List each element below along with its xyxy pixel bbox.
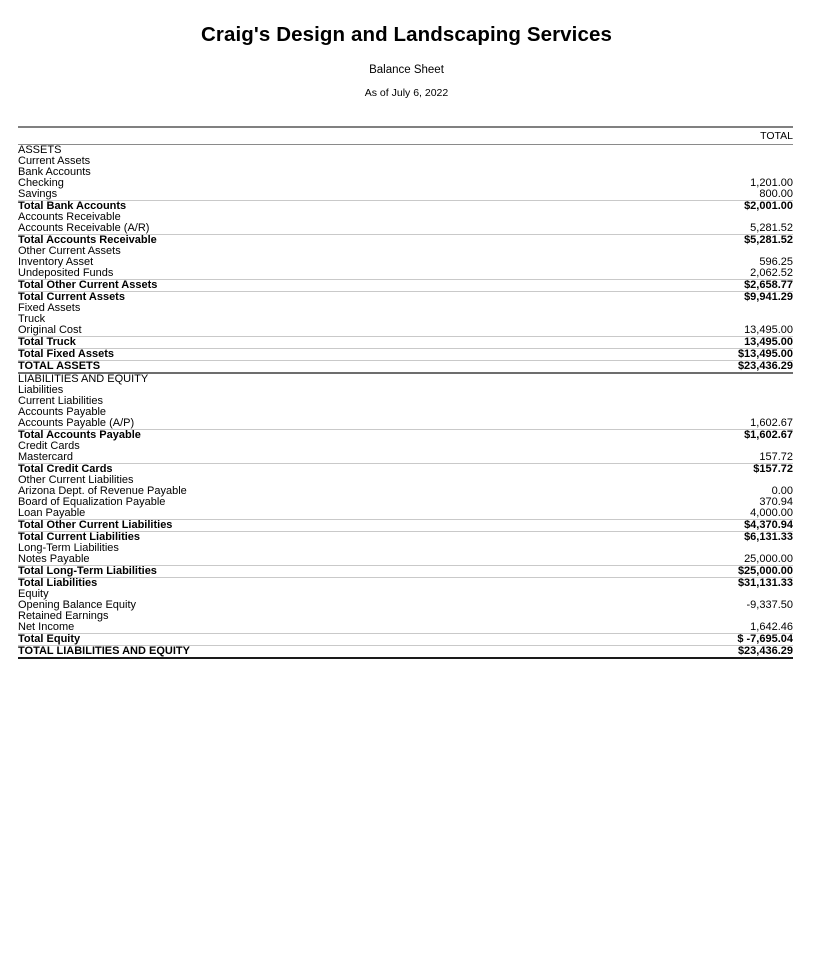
header-blank-cell	[18, 127, 613, 145]
row-value: 4,000.00	[750, 507, 793, 520]
table-row	[18, 156, 793, 167]
row-value: 5,281.52	[750, 222, 793, 235]
row-value	[613, 396, 793, 407]
table-row	[18, 223, 793, 235]
row-label: Retained Earnings	[18, 610, 109, 623]
table-row	[18, 508, 793, 520]
table-row	[18, 246, 793, 257]
row-value: 1,602.67	[750, 417, 793, 430]
row-label: Total Accounts Receivable	[18, 235, 613, 247]
row-label: Bank Accounts	[18, 166, 91, 179]
report-period: As of July 6, 2022	[364, 87, 449, 100]
row-value	[613, 156, 793, 167]
row-label: Total Truck	[18, 337, 613, 349]
table-row	[18, 497, 793, 508]
row-value: 370.94	[759, 496, 793, 509]
table-row	[18, 361, 793, 374]
table-row	[18, 441, 793, 452]
row-value: 800.00	[759, 188, 793, 201]
row-label: TOTAL ASSETS	[18, 361, 613, 374]
row-label: Credit Cards	[18, 440, 80, 453]
row-label: Notes Payable	[18, 553, 90, 566]
table-row	[18, 385, 793, 396]
balance-sheet-table-wrap	[18, 100, 793, 660]
row-label: Total Accounts Payable	[18, 430, 613, 442]
row-value: 157.72	[759, 451, 793, 464]
table-row	[18, 145, 793, 157]
row-value	[613, 145, 793, 157]
table-row	[18, 235, 793, 247]
row-label: Equity	[18, 588, 49, 601]
row-label: Board of Equalization Payable	[18, 496, 166, 509]
header-total-cell: TOTAL	[760, 129, 793, 142]
row-value: $9,941.29	[613, 292, 793, 304]
table-row	[18, 178, 793, 189]
table-row	[18, 407, 793, 418]
row-value: $2,658.77	[613, 280, 793, 292]
row-label: Current Liabilities	[18, 395, 103, 408]
row-value: 596.25	[759, 256, 793, 269]
row-value: 13,495.00	[613, 337, 793, 349]
row-label: Fixed Assets	[18, 302, 81, 315]
row-label: Accounts Payable (A/P)	[18, 417, 135, 430]
row-label: Long-Term Liabilities	[18, 542, 119, 555]
row-label: Loan Payable	[18, 507, 86, 520]
table-row	[18, 189, 793, 201]
row-label: Mastercard	[18, 451, 74, 464]
row-label: Original Cost	[18, 324, 82, 337]
balance-sheet-table	[18, 126, 793, 660]
table-row	[18, 611, 793, 622]
row-value: $25,000.00	[613, 566, 793, 578]
row-value: $1,602.67	[613, 430, 793, 442]
row-value: $2,001.00	[613, 201, 793, 213]
row-value: $5,281.52	[613, 235, 793, 247]
row-label: ASSETS	[18, 144, 62, 157]
row-label: Net Income	[18, 621, 75, 634]
row-label: Accounts Payable	[18, 406, 107, 419]
report-header	[0, 0, 813, 100]
row-label: Accounts Receivable (A/R)	[18, 222, 150, 235]
row-label: Current Assets	[18, 155, 91, 168]
table-row	[18, 622, 793, 634]
row-label: Accounts Receivable	[18, 211, 121, 224]
table-row	[18, 566, 793, 578]
table-row	[18, 418, 793, 430]
row-label: Total Long-Term Liabilities	[18, 566, 613, 578]
row-value	[613, 373, 793, 385]
row-label: Total Bank Accounts	[18, 201, 613, 213]
row-label: Truck	[18, 313, 46, 326]
table-row	[18, 303, 793, 314]
table-row	[18, 280, 793, 292]
row-label: Savings	[18, 188, 58, 201]
row-label: Liabilities	[18, 384, 64, 397]
table-row	[18, 349, 793, 361]
row-label: Inventory Asset	[18, 256, 94, 269]
row-label: Total Current Liabilities	[18, 532, 613, 544]
table-row	[18, 646, 793, 659]
row-label: Total Fixed Assets	[18, 349, 613, 361]
table-body	[18, 145, 793, 659]
row-value: 1,201.00	[750, 177, 793, 190]
row-value: -9,337.50	[746, 599, 793, 612]
row-value: 13,495.00	[744, 324, 793, 337]
row-label: Other Current Assets	[18, 245, 121, 258]
table-row	[18, 554, 793, 566]
table-row	[18, 292, 793, 304]
table-header-row	[18, 127, 793, 145]
table-row	[18, 314, 793, 325]
report-title: Balance Sheet	[369, 63, 444, 76]
table-row	[18, 543, 793, 554]
row-label: Arizona Dept. of Revenue Payable	[18, 485, 187, 498]
table-row	[18, 373, 793, 385]
row-value: $31,131.33	[613, 578, 793, 590]
row-value: $ -7,695.04	[613, 634, 793, 646]
row-value: 1,642.46	[750, 621, 793, 634]
table-row	[18, 520, 793, 532]
row-label: Total Liabilities	[18, 578, 613, 590]
row-value: 2,062.52	[750, 267, 793, 280]
row-value: $23,436.29	[613, 646, 793, 659]
row-value: 25,000.00	[744, 553, 793, 566]
row-label: TOTAL LIABILITIES AND EQUITY	[18, 646, 613, 659]
table-row	[18, 430, 793, 442]
row-value: $157.72	[613, 464, 793, 476]
row-value: 0.00	[771, 485, 793, 498]
row-value: $6,131.33	[613, 532, 793, 544]
row-value: $4,370.94	[613, 520, 793, 532]
row-label: Total Other Current Liabilities	[18, 520, 613, 532]
table-row	[18, 396, 793, 407]
row-label: Opening Balance Equity	[18, 599, 137, 612]
table-row	[18, 337, 793, 349]
table-row	[18, 201, 793, 213]
row-label: Total Other Current Assets	[18, 280, 613, 292]
row-value	[613, 385, 793, 396]
table-row	[18, 167, 793, 178]
table-row	[18, 600, 793, 611]
row-label: Total Credit Cards	[18, 464, 613, 476]
table-row	[18, 268, 793, 280]
table-row	[18, 325, 793, 337]
row-label: Total Equity	[18, 634, 613, 646]
table-row	[18, 452, 793, 464]
table-row	[18, 634, 793, 646]
row-value	[613, 303, 793, 314]
row-value: $13,495.00	[613, 349, 793, 361]
row-label: Checking	[18, 177, 64, 190]
row-label: Undeposited Funds	[18, 267, 114, 280]
table-row	[18, 257, 793, 268]
row-label: LIABILITIES AND EQUITY	[18, 373, 149, 386]
table-row	[18, 464, 793, 476]
table-row	[18, 578, 793, 590]
company-name: Craig's Design and Landscaping Services	[201, 23, 612, 46]
row-value: $23,436.29	[613, 361, 793, 374]
table-row	[18, 532, 793, 544]
row-value	[613, 475, 793, 486]
row-label: Total Current Assets	[18, 292, 613, 304]
row-label: Other Current Liabilities	[18, 474, 134, 487]
